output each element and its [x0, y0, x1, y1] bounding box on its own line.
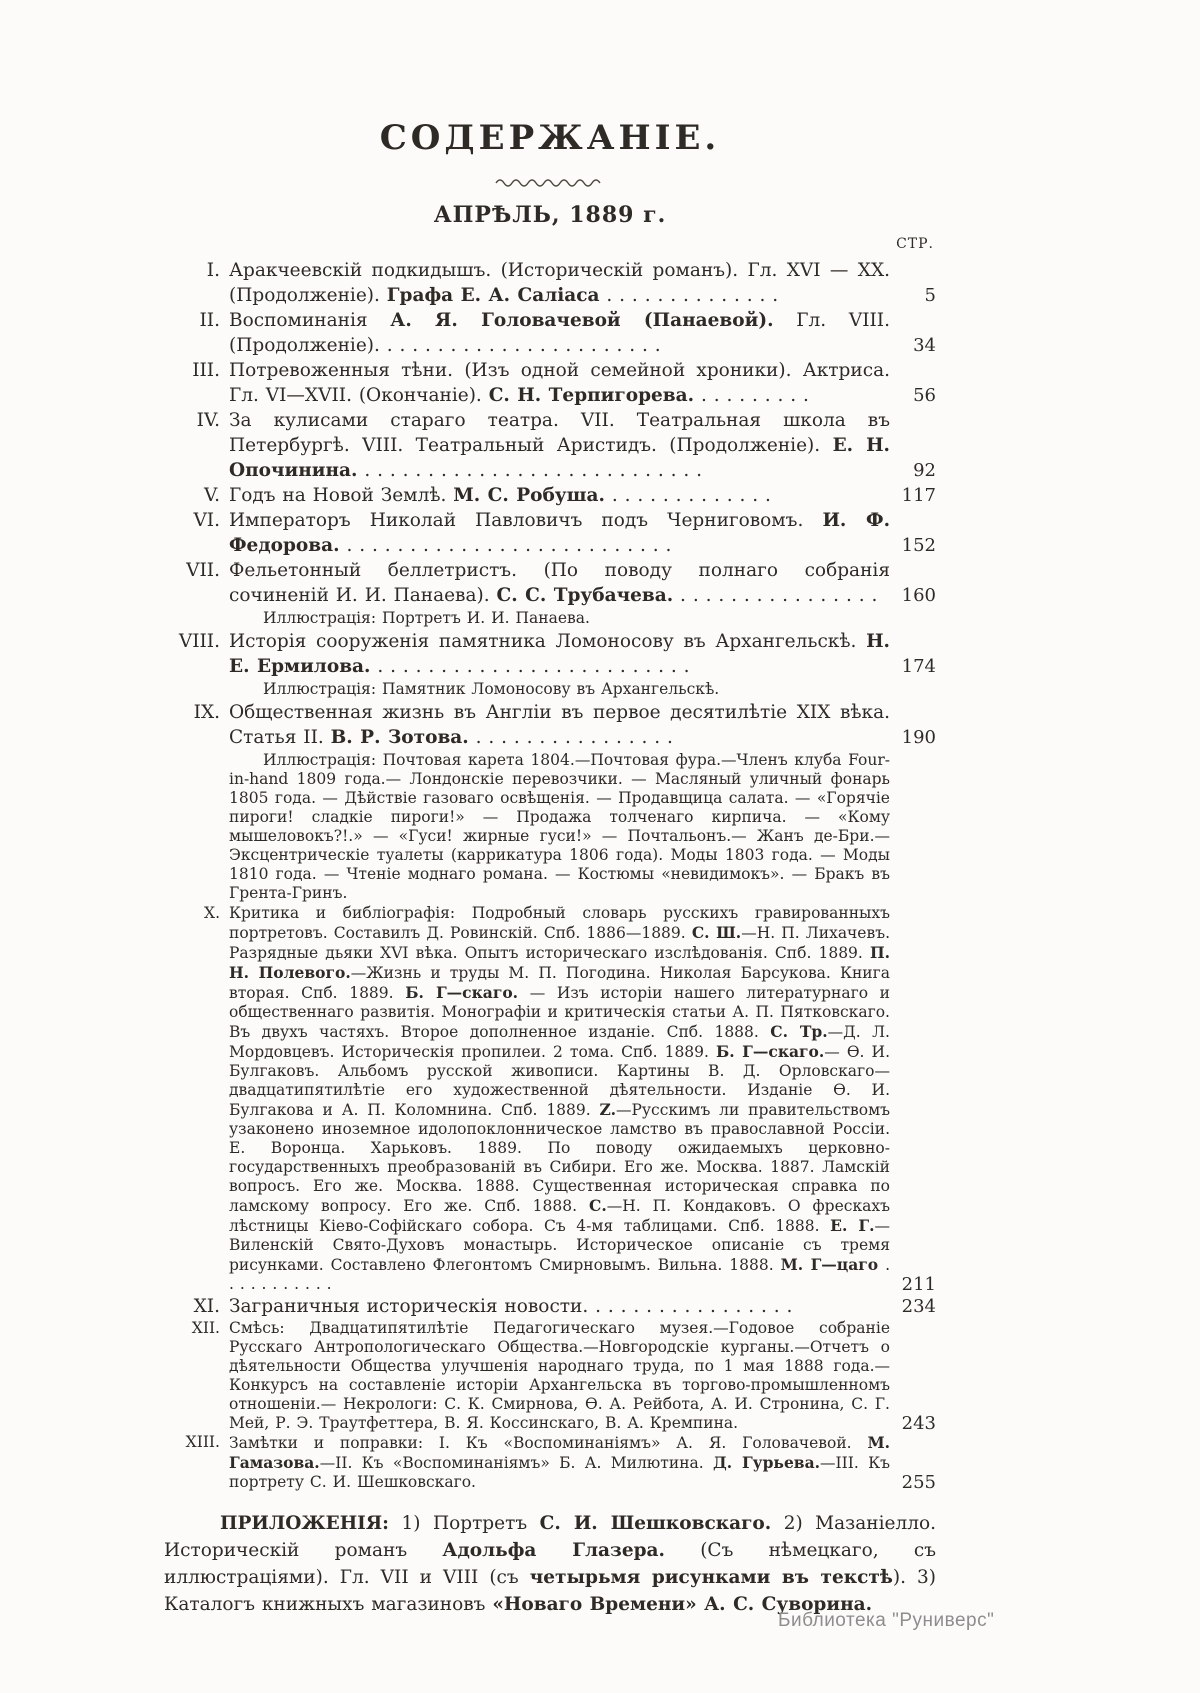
toc-entry	[164, 358, 936, 408]
entry-number: VI.	[193, 510, 220, 531]
entry-text: Исторія сооруженія памятника Ломоносову въ Архангельскѣ. Н. Е. Ермилова. . . . . . . . . . . . . . . . . . . . . . . . . .	[229, 631, 890, 677]
entry-text: Критика и библіографія: Подробный словарь русскихъ гравированныхъ портретовъ. Составилъ Д. Ровинскій. Спб. 1886—1889. С. Ш.—Н. П. Лихачевъ. Разрядные дьяки XVI вѣка. Опытъ историческаго изслѣдованія. Спб. 1889. П. Н. Полевого.—Жизнь и труды М. П. Погодина. Николая Барсукова. Книга вторая. Спб. 1889. Б. Г—скаго. — Изъ исторіи нашего литературнаго и общественнаго развитія. Монографіи и критическія статьи А. П. Пятковскаго. Въ двухъ частяхъ. Второе дополненное изданіе. Спб. 1888. С. Тр.—Д. Л. Мордовцевъ. Историческія пропилеи. 2 тома. Спб. 1889. Б. Г—скаго.— Ѳ. И. Булгаковъ. Альбомъ русской живописи. Картины В. Д. Орловскаго—двадцатипятилѣтіе его художественной дѣятельности. Изданіе Ѳ. И. Булгакова и А. П. Коломнина. Спб. 1889. Z.—Русскимъ ли правительствомъ узаконено иноземное идолопоклонническое ламство въ православной Россіи. Е. Воронца. Харьковъ. 1889. По поводу ожидаемыхъ церковно-государственныхъ преобразованій въ Сибири. Его же. Москва. 1887. Ламскій вопросъ. Его же. Москва. 1888. Существенная историческая справка по ламскому вопросу. Его же. Спб. 1888. С.—Н. П. Кондаковъ. О фрескахъ лѣстницы Кіево-Софійскаго собора. Съ 4-мя таблицами. Спб. 1888. Е. Г.—Виленскій Свято-Духовъ монастырь. Историческое описаніе съ тремя рисунками. Составлено Флегонтомъ Смирновымъ. Вильна. 1888. М. Г—цаго . . . . . . . . . . .	[229, 904, 890, 1293]
entry-page-number: 92	[913, 460, 936, 481]
entry-number	[164, 680, 229, 699]
toc-illustration-note	[164, 680, 936, 699]
page-title: СОДЕРЖАНІЕ.	[379, 118, 721, 158]
entry-page-number: 255	[901, 1472, 936, 1493]
toc-entries	[164, 258, 936, 1492]
entry-number: I.	[206, 260, 220, 281]
entry-number: XIII.	[185, 1433, 220, 1451]
entry-text: Замѣтки и поправки: I. Къ «Воспоминаніямъ» А. Я. Головачевой. М. Гамазова.—II. Къ «Воспоминаніямъ» Б. А. Милютина. Д. Гурьева.—III. Къ портрету С. И. Шешковскаго.	[229, 1433, 890, 1491]
toc-illustration-note	[164, 751, 936, 903]
entry-page-number: 234	[901, 1296, 936, 1317]
issue-title: АПРѢЛЬ, 1889 г.	[433, 202, 667, 228]
entry-number	[164, 609, 229, 628]
toc-entry	[164, 408, 936, 483]
entry-text: Аракчеевскій подкидышъ. (Историческій романъ). Гл. XVI — XX. (Продолженіе). Графа Е. А. Саліаса . . . . . . . . . . . . . .	[229, 260, 890, 306]
entry-text: Смѣсь: Двадцатипятилѣтіе Педагогическаго музея.—Годовое собраніе Русскаго Антропологическаго Общества.—Новгородскіе курганы.—Отчетъ о дѣятельности Общества улучшенія народнаго труда, по 1 мая 1888 года.—Конкурсъ на составленіе исторіи Архангельска въ торгово-промышленномъ отношеніи.— Некрологи: С. К. Смирнова, Ѳ. А. Рейбота, А. И. Стронина, С. Г. Мей, Р. Э. Траутфеттера, В. Я. Коссинскаго, В. А. Кремпина.	[229, 1319, 890, 1432]
entry-number: II.	[199, 310, 220, 331]
entry-number: III.	[192, 360, 220, 381]
entry-page-number: 56	[913, 385, 936, 406]
entry-number: X.	[204, 904, 220, 922]
toc-entry	[164, 508, 936, 558]
entry-text: Иллюстрація: Портретъ И. И. Панаева.	[263, 609, 590, 627]
toc-entry	[164, 1294, 936, 1319]
toc-entry	[164, 1319, 936, 1433]
entry-page-number: 190	[901, 727, 936, 748]
entry-number: IV.	[196, 410, 220, 431]
toc-entry	[164, 558, 936, 608]
watermark: Библиотека "Руниверс"	[778, 1610, 995, 1631]
toc-entry	[164, 483, 936, 508]
entry-number: VIII.	[178, 631, 220, 652]
entry-page-number: 117	[901, 485, 936, 506]
toc-content	[164, 0, 936, 1618]
entry-page-number: 174	[901, 656, 936, 677]
entry-text: Императоръ Николай Павловичъ подъ Черниговомъ. И. Ф. Федорова. . . . . . . . . . . . . . . . . . . . . . . . . . .	[229, 510, 891, 556]
entry-text: Воспоминанія А. Я. Головачевой (Панаевой). Гл. VIII. (Продолженіе). . . . . . . . . . . . . . . . . . . . . . .	[229, 310, 890, 356]
entry-page-number: 160	[901, 585, 936, 606]
entry-page-number: 5	[924, 285, 936, 306]
toc-entry	[164, 700, 936, 750]
toc-entry	[164, 308, 936, 358]
entry-text: Заграничныя историческія новости. . . . . . . . . . . . . . . . .	[229, 1296, 793, 1317]
entry-number: VII.	[186, 560, 220, 581]
entry-text: Общественная жизнь въ Англіи въ первое десятилѣтіе XIX вѣка. Статья II. В. Р. Зотова. . . . . . . . . . . . . . . . .	[229, 702, 890, 748]
entry-page-number: 34	[913, 335, 936, 356]
entry-number: V.	[203, 485, 220, 506]
entry-page-number: 152	[901, 535, 936, 556]
toc-illustration-note	[164, 609, 936, 628]
toc-entry	[164, 904, 936, 1294]
entry-text: Иллюстрація: Памятник Ломоносову въ Архангельскѣ.	[263, 680, 720, 698]
appendix-paragraph: ПРИЛОЖЕНІЯ: 1) Портретъ С. И. Шешковскаго. 2) Мазаніелло. Историческій романъ Адольфа Глазера. (Съ нѣмецкаго, съ иллюстраціями). Гл. VII и VIII (съ четырьмя рисунками въ текстѣ). 3) Каталогъ книжныхъ магазиновъ «Новаго Времени» А. С. Суворина.	[164, 1513, 936, 1615]
entry-page-number: 211	[901, 1274, 936, 1295]
entry-number	[164, 751, 229, 903]
squiggle-divider-icon	[164, 176, 936, 188]
toc-entry	[164, 258, 936, 308]
entry-number: XII.	[191, 1319, 220, 1337]
entry-text: Годъ на Новой Землѣ. М. С. Робуша. . . . . . . . . . . . . .	[229, 485, 771, 506]
entry-text: Потревоженныя тѣни. (Изъ одной семейной хроники). Актриса. Гл. VI—XVII. (Окончаніе). С. Н. Терпигорева. . . . . . . . . .	[229, 360, 890, 406]
toc-entry	[164, 629, 936, 679]
page-column-header: СТР.	[896, 236, 934, 252]
entry-number: IX.	[193, 702, 220, 723]
entry-text: Иллюстрація: Почтовая карета 1804.—Почтовая фура.—Членъ клуба Four-in-hand 1809 года.— Лондонскіе перевозчики. — Масляный уличный фонарь 1805 года. — Дѣйствіе газоваго освѣщенія. — Продавщица салата. — «Горячіе пироги! сладкіе пироги!» — Продажа толченаго кирпича. — «Кому мышеловокъ?!.» — «Гуси! жирные гуси!» — Почтальонъ.— Жанъ де-Бри.— Эксцентрическіе туалеты (каррикатура 1806 года). Моды 1803 года. — Моды 1810 года. — Чтеніе моднаго романа. — Костюмы «невидимокъ». — Бракъ въ Грента-Гринъ.	[229, 751, 890, 902]
toc-entry	[164, 1433, 936, 1492]
entry-text: За кулисами стараго театра. VII. Театральная школа въ Петербургѣ. VIII. Театральный Аристидъ. (Продолженіе). Е. Н. Опочинина. . . . . . . . . . . . . . . . . . . . . . . . . . . .	[229, 410, 890, 481]
entry-page-number: 243	[901, 1413, 936, 1434]
entry-number: XI.	[193, 1296, 220, 1317]
entry-text: Фельетонный беллетристъ. (По поводу полнаго собранія сочиненій И. И. Панаева). С. С. Трубачева. . . . . . . . . . . . . . . . .	[229, 560, 890, 606]
